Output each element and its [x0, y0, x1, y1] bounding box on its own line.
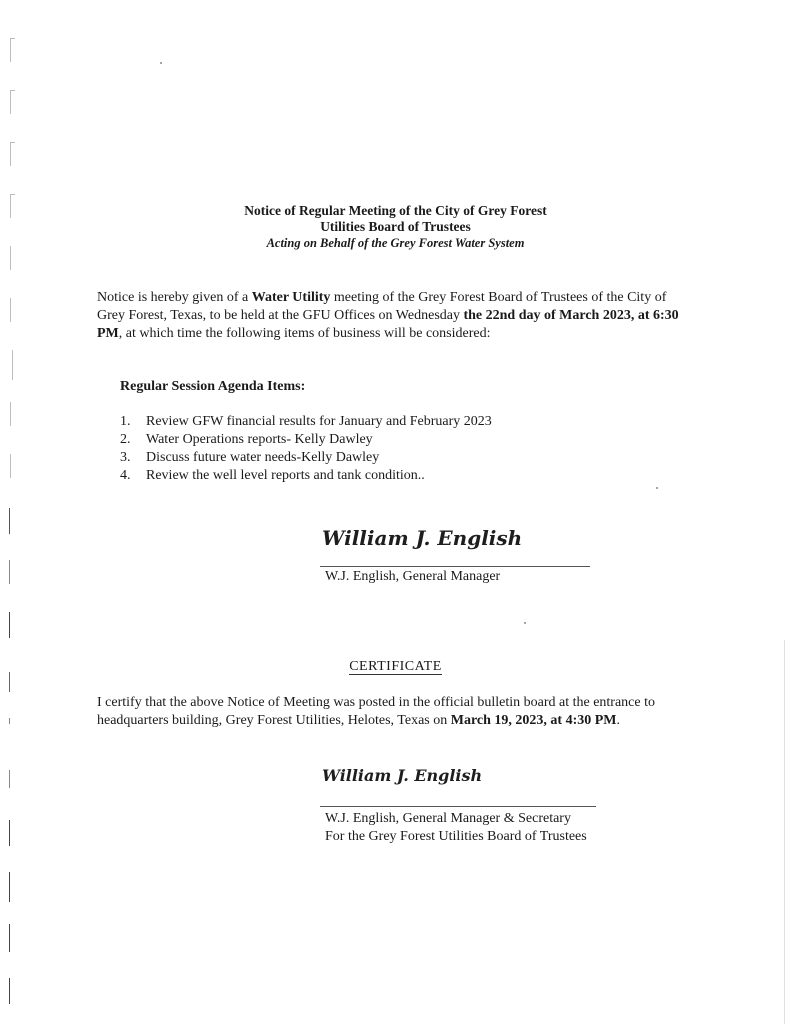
signature-line-1 — [320, 566, 590, 567]
header-line-3: Acting on Behalf of the Grey Forest Water System — [266, 236, 525, 250]
agenda-item — [120, 413, 640, 431]
signature-2-name — [325, 810, 587, 846]
notice-text-2: meeting of the Grey Forest Board of Trustees of the City of Grey Forest, Texas, to be held at the GFU Offices on Wednesday — [97, 290, 667, 323]
certificate-bold-1: March 19, 2023, at 4:30 PM — [450, 713, 617, 728]
signature-1: William J. English — [322, 526, 523, 550]
certificate-title-text: CERTIFICATE — [349, 659, 442, 674]
scan-right-edge — [784, 640, 785, 1024]
agenda-item-number: 4. — [120, 468, 131, 483]
certificate-paragraph — [97, 694, 677, 730]
notice-bold-1: Water Utility — [251, 290, 331, 305]
agenda-item-number: 2. — [120, 432, 131, 447]
scan-speck — [656, 487, 658, 489]
agenda-item-number: 3. — [120, 450, 131, 465]
agenda-title: Regular Session Agenda Items: — [120, 379, 306, 394]
notice-bold-2: the 22nd day of March 2023, at 6:30 PM — [97, 308, 679, 341]
signature-2-name-line-2: For the Grey Forest Utilities Board of Trustees — [325, 829, 587, 844]
certificate-title — [0, 659, 791, 675]
scan-edge-artifacts — [0, 0, 40, 1024]
header-line-2: Utilities Board of Trustees — [320, 219, 471, 234]
notice-text-3: , at which time the following items of business will be considered: — [118, 326, 491, 341]
signature-2-name-line-1: W.J. English, General Manager & Secretary — [325, 811, 571, 826]
signature-line-2 — [320, 806, 596, 807]
scan-speck — [160, 62, 162, 64]
scan-speck — [524, 622, 526, 624]
agenda-list — [120, 413, 640, 485]
agenda-item-text: Water Operations reports- Kelly Dawley — [146, 432, 373, 447]
notice-paragraph — [97, 289, 697, 343]
signature-1-name: W.J. English, General Manager — [325, 569, 501, 584]
agenda-item — [120, 467, 640, 485]
agenda-item-number: 1. — [120, 414, 131, 429]
agenda-item — [120, 431, 640, 449]
agenda-item-text: Review the well level reports and tank condition.. — [146, 468, 425, 483]
agenda-item-text: Review GFW financial results for January and February 2023 — [146, 414, 492, 429]
signature-2: William J. English — [322, 766, 483, 785]
agenda-item — [120, 449, 640, 467]
document-header — [0, 203, 791, 251]
header-line-1: Notice of Regular Meeting of the City of Grey Forest — [244, 203, 547, 218]
notice-text-1: Notice is hereby given of a — [97, 290, 252, 305]
certificate-text-2: . — [616, 713, 621, 728]
agenda-item-text: Discuss future water needs-Kelly Dawley — [146, 450, 380, 465]
certificate-text-1: I certify that the above Notice of Meeting was posted in the official bulletin board at the entrance to headquarters building, Grey Forest Utilities, Helotes, Texas on — [97, 695, 655, 728]
